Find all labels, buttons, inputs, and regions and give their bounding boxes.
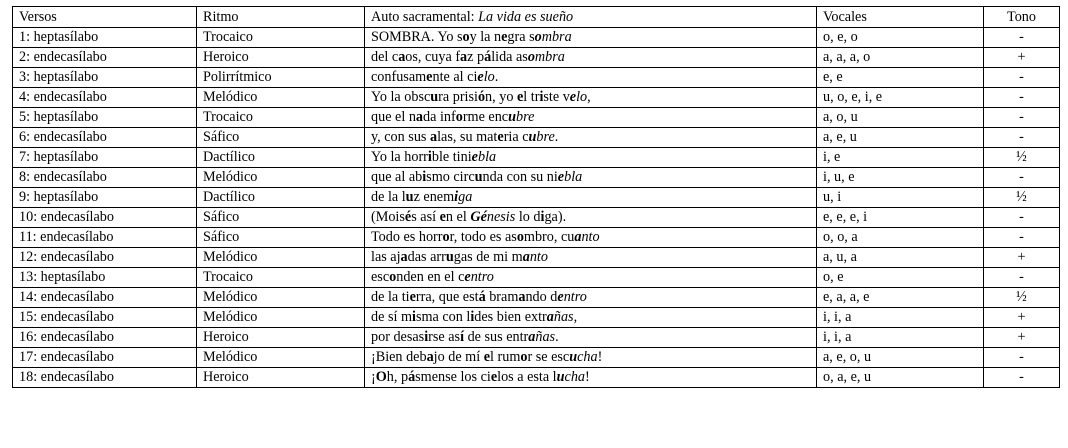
verse-text-segment: rse as bbox=[428, 329, 461, 345]
verse-text-segment: z enem bbox=[413, 189, 455, 205]
verse-type-cell: 18: endecasílabo bbox=[13, 368, 197, 388]
verse-text-segment: e bbox=[439, 209, 446, 225]
header-auto-sacramental bbox=[365, 7, 817, 28]
rhythm-cell: Trocaico bbox=[197, 268, 365, 288]
verse-text-cell bbox=[365, 128, 817, 148]
verse-text-segment: a bbox=[518, 289, 526, 305]
table-row bbox=[13, 348, 1060, 368]
verse-text-segment: del c bbox=[371, 49, 399, 65]
table-row bbox=[13, 168, 1060, 188]
verse-text-cell bbox=[365, 168, 817, 188]
verse-text-segment: nto bbox=[581, 229, 600, 245]
verse-text-segment: de la ti bbox=[371, 289, 410, 305]
verse-type-cell: 15: endecasílabo bbox=[13, 308, 197, 328]
verse-text-segment: ntro bbox=[470, 269, 494, 285]
verse-text-cell bbox=[365, 68, 817, 88]
vowels-cell: a, e, o, u bbox=[817, 348, 984, 368]
verse-type-cell: 11: endecasílabo bbox=[13, 228, 197, 248]
verse-text-segment: á bbox=[478, 289, 486, 305]
vowels-cell: i, u, e bbox=[817, 168, 984, 188]
rhythm-cell: Heroico bbox=[197, 328, 365, 348]
verse-text-segment: los a esta l bbox=[497, 369, 557, 385]
verse-text-segment: o bbox=[389, 269, 397, 285]
verse-type-cell: 1: heptasílabo bbox=[13, 28, 197, 48]
verse-text-segment: o bbox=[462, 29, 470, 45]
verse-text-segment: e bbox=[409, 289, 416, 305]
verse-text-segment: lo bbox=[576, 89, 588, 105]
tone-cell: - bbox=[984, 348, 1060, 368]
vowels-cell: e, a, a, e bbox=[817, 288, 984, 308]
header-ritmo: Ritmo bbox=[197, 7, 365, 28]
verse-text-segment: Todo es horr bbox=[371, 229, 443, 245]
vowels-cell: o, a, e, u bbox=[817, 368, 984, 388]
verse-text-segment: y la n bbox=[469, 29, 502, 45]
verse-type-cell: 5: heptasílabo bbox=[13, 108, 197, 128]
rhythm-cell: Melódico bbox=[197, 348, 365, 368]
verse-text-segment: , bbox=[573, 309, 578, 325]
verse-text-segment: nte al ci bbox=[432, 69, 478, 85]
tone-cell: - bbox=[984, 268, 1060, 288]
verse-text-segment: u bbox=[405, 189, 414, 205]
vowels-cell: i, i, a bbox=[817, 308, 984, 328]
verse-text-cell bbox=[365, 48, 817, 68]
verse-text-cell bbox=[365, 368, 817, 388]
verse-text-segment: mbro, cu bbox=[523, 229, 575, 245]
verse-text-segment: i bbox=[540, 209, 545, 225]
verse-text-segment: ste v bbox=[543, 89, 570, 105]
verse-text-cell bbox=[365, 288, 817, 308]
verse-text-cell bbox=[365, 228, 817, 248]
verse-text-segment: gra s bbox=[507, 29, 535, 45]
verse-text-segment: nto bbox=[529, 249, 548, 265]
verse-text-segment: s así bbox=[411, 209, 440, 225]
vowels-cell: u, i bbox=[817, 188, 984, 208]
vowels-cell: a, e, u bbox=[817, 128, 984, 148]
vowels-cell: a, o, u bbox=[817, 108, 984, 128]
verse-text-segment: é bbox=[404, 209, 412, 225]
table-row bbox=[13, 48, 1060, 68]
rhythm-cell: Sáfico bbox=[197, 208, 365, 228]
verse-text-segment: las, su mat bbox=[437, 129, 498, 145]
verse-text-segment: i bbox=[454, 189, 459, 205]
verse-text-segment: r, todo es as bbox=[449, 229, 517, 245]
verse-text-segment: o bbox=[516, 229, 524, 245]
tone-cell: - bbox=[984, 88, 1060, 108]
verse-text-segment: u bbox=[569, 349, 578, 365]
verse-text-segment: lida as bbox=[491, 49, 528, 65]
verse-type-cell: 10: endecasílabo bbox=[13, 208, 197, 228]
vowels-cell: i, e bbox=[817, 148, 984, 168]
verse-type-cell: 4: endecasílabo bbox=[13, 88, 197, 108]
verse-text-segment: ga). bbox=[544, 209, 567, 225]
verse-text-segment: a bbox=[546, 309, 554, 325]
vowels-cell: e, e, e, i bbox=[817, 208, 984, 228]
verse-text-segment: á bbox=[484, 49, 492, 65]
verse-text-segment: a bbox=[528, 329, 536, 345]
verse-text-cell bbox=[365, 108, 817, 128]
tone-cell: - bbox=[984, 228, 1060, 248]
tone-cell: - bbox=[984, 68, 1060, 88]
verse-text-segment: Gé bbox=[470, 209, 487, 225]
verse-text-cell bbox=[365, 148, 817, 168]
tone-cell: + bbox=[984, 48, 1060, 68]
verse-text-segment: de sí m bbox=[371, 309, 412, 325]
rhythm-cell: Sáfico bbox=[197, 228, 365, 248]
verse-text-segment: nesis bbox=[486, 209, 516, 225]
rhythm-cell: Polirrítmico bbox=[197, 68, 365, 88]
table-row bbox=[13, 228, 1060, 248]
table-row bbox=[13, 248, 1060, 268]
verse-text-segment: a bbox=[522, 249, 530, 265]
verse-text-segment: a bbox=[400, 249, 408, 265]
verse-text-segment: nden en el c bbox=[396, 269, 465, 285]
verse-text-segment: e bbox=[557, 289, 564, 305]
table-row bbox=[13, 128, 1060, 148]
verse-text-segment: i bbox=[411, 309, 416, 325]
vowels-cell: o, e bbox=[817, 268, 984, 288]
vowels-cell: u, o, e, i, e bbox=[817, 88, 984, 108]
verse-type-cell: 9: heptasílabo bbox=[13, 188, 197, 208]
verse-text-segment: bla bbox=[564, 169, 583, 185]
verse-type-cell: 7: heptasílabo bbox=[13, 148, 197, 168]
verse-text-segment: i bbox=[539, 89, 544, 105]
verse-text-cell bbox=[365, 88, 817, 108]
verse-text-segment: ¡Bien deb bbox=[371, 349, 427, 365]
verse-text-segment: ñas bbox=[535, 329, 556, 345]
verse-text-segment: ndo d bbox=[525, 289, 558, 305]
verse-text-cell bbox=[365, 248, 817, 268]
verse-text-segment: ria c bbox=[503, 129, 529, 145]
verse-text-segment: Yo la horr bbox=[371, 149, 428, 165]
header-row bbox=[13, 7, 1060, 28]
rhythm-cell: Trocaico bbox=[197, 28, 365, 48]
verse-text-segment: O bbox=[375, 369, 387, 385]
verse-text-segment: u bbox=[430, 89, 439, 105]
rhythm-cell: Sáfico bbox=[197, 128, 365, 148]
verse-text-segment: l rum bbox=[490, 349, 521, 365]
verse-text-segment: a bbox=[426, 349, 434, 365]
verse-text-cell bbox=[365, 188, 817, 208]
tone-cell: - bbox=[984, 108, 1060, 128]
verse-text-segment: e bbox=[557, 169, 565, 185]
verse-text-segment: , bbox=[587, 89, 591, 105]
table-row bbox=[13, 108, 1060, 128]
verse-text-segment: u bbox=[508, 109, 516, 125]
verse-analysis-table-wrapper bbox=[12, 6, 1060, 388]
verse-text-segment: ra prisi bbox=[438, 89, 478, 105]
verse-text-segment: . bbox=[555, 329, 559, 345]
verse-text-segment: e bbox=[477, 69, 484, 85]
verse-text-segment: ó bbox=[477, 89, 486, 105]
verse-text-segment: a bbox=[574, 229, 582, 245]
verse-text-segment: lo d bbox=[515, 209, 541, 225]
tone-cell: + bbox=[984, 248, 1060, 268]
verse-text-segment: lo bbox=[483, 69, 495, 85]
verse-text-segment: u bbox=[556, 369, 565, 385]
verse-text-segment: o bbox=[520, 349, 528, 365]
table-row bbox=[13, 268, 1060, 288]
tone-cell: - bbox=[984, 28, 1060, 48]
tone-cell: + bbox=[984, 328, 1060, 348]
verse-text-segment: mbra bbox=[534, 49, 565, 65]
verse-text-segment: e bbox=[501, 29, 508, 45]
verse-text-segment: mbra bbox=[541, 29, 572, 45]
tone-cell: - bbox=[984, 208, 1060, 228]
verse-type-cell: 16: endecasílabo bbox=[13, 328, 197, 348]
verse-text-segment: ble tini bbox=[431, 149, 472, 165]
tone-cell: ½ bbox=[984, 188, 1060, 208]
verse-text-segment: á bbox=[408, 369, 416, 385]
verse-text-segment: bram bbox=[485, 289, 519, 305]
verse-text-segment: o bbox=[455, 109, 463, 125]
verse-text-segment: . bbox=[554, 129, 559, 145]
verse-text-segment: ga bbox=[458, 189, 473, 205]
verse-type-cell: 2: endecasílabo bbox=[13, 48, 197, 68]
verse-text-segment: confusam bbox=[371, 69, 427, 85]
rhythm-cell: Melódico bbox=[197, 308, 365, 328]
verse-text-segment: n el bbox=[445, 209, 471, 225]
verse-text-segment: sma con l bbox=[415, 309, 471, 325]
verse-text-cell bbox=[365, 28, 817, 48]
verse-text-cell bbox=[365, 328, 817, 348]
table-row bbox=[13, 88, 1060, 108]
verse-text-segment: ! bbox=[585, 369, 590, 385]
verse-text-segment: las aj bbox=[371, 249, 401, 265]
verse-text-segment: í bbox=[460, 329, 465, 345]
table-row bbox=[13, 148, 1060, 168]
verse-text-segment: gas de mi m bbox=[453, 249, 523, 265]
verse-text-segment: ! bbox=[597, 349, 603, 365]
table-row bbox=[13, 308, 1060, 328]
verse-text-segment: i bbox=[424, 329, 429, 345]
tone-cell: - bbox=[984, 368, 1060, 388]
tone-cell: - bbox=[984, 168, 1060, 188]
verse-text-segment: a bbox=[398, 49, 406, 65]
verse-type-cell: 14: endecasílabo bbox=[13, 288, 197, 308]
verse-text-segment: y, con sus bbox=[371, 129, 430, 145]
vowels-cell: o, e, o bbox=[817, 28, 984, 48]
verse-text-segment: smo circ bbox=[426, 169, 475, 185]
verse-text-segment: da inf bbox=[423, 109, 456, 125]
header-tono: Tono bbox=[984, 7, 1060, 28]
verse-text-segment: u bbox=[528, 129, 537, 145]
verse-text-segment: i bbox=[427, 149, 432, 165]
verse-text-segment: rme enc bbox=[462, 109, 509, 125]
verse-text-segment: a bbox=[415, 109, 424, 125]
rhythm-cell: Dactílico bbox=[197, 188, 365, 208]
rhythm-cell: Melódico bbox=[197, 248, 365, 268]
verse-text-segment: ñas bbox=[553, 309, 574, 325]
verse-text-segment: e bbox=[516, 89, 524, 105]
table-row bbox=[13, 368, 1060, 388]
verse-text-segment: (Mois bbox=[371, 209, 405, 225]
rhythm-cell: Heroico bbox=[197, 48, 365, 68]
verse-text-cell bbox=[365, 268, 817, 288]
verse-text-segment: Yo la obsc bbox=[371, 89, 431, 105]
verse-text-segment: des bien extr bbox=[474, 309, 547, 325]
table-row bbox=[13, 208, 1060, 228]
table-row bbox=[13, 328, 1060, 348]
verse-text-segment: smense los ci bbox=[415, 369, 491, 385]
table-row bbox=[13, 288, 1060, 308]
verse-text-segment: u bbox=[445, 249, 454, 265]
vowels-cell: o, o, a bbox=[817, 228, 984, 248]
verse-text-segment: esc bbox=[371, 269, 390, 285]
verse-text-segment: cha bbox=[577, 349, 598, 365]
verse-text-segment: i bbox=[470, 309, 475, 325]
verse-text-segment: cha bbox=[564, 369, 586, 385]
verse-text-segment: i bbox=[422, 169, 427, 185]
verse-type-cell: 3: heptasílabo bbox=[13, 68, 197, 88]
verse-text-segment: que el n bbox=[371, 109, 416, 125]
verse-text-segment: bre bbox=[536, 129, 555, 145]
verse-text-segment: bre bbox=[516, 109, 535, 125]
verse-text-segment: de la l bbox=[371, 189, 406, 205]
verse-text-segment: e bbox=[483, 349, 491, 365]
verse-text-segment: e bbox=[569, 89, 577, 105]
verse-text-cell bbox=[365, 308, 817, 328]
verse-text-segment: a bbox=[460, 49, 468, 65]
header-versos: Versos bbox=[13, 7, 197, 28]
verse-type-cell: 17: endecasílabo bbox=[13, 348, 197, 368]
verse-text-segment: por desas bbox=[371, 329, 425, 345]
verse-text-segment: das arr bbox=[407, 249, 446, 265]
verse-type-cell: 13: heptasílabo bbox=[13, 268, 197, 288]
rhythm-cell: Heroico bbox=[197, 368, 365, 388]
verse-text-segment: jo de mí bbox=[433, 349, 484, 365]
verse-text-segment: . bbox=[494, 69, 499, 85]
verse-text-segment: z p bbox=[467, 49, 485, 65]
tone-cell: - bbox=[984, 128, 1060, 148]
verse-text-segment: a bbox=[429, 129, 438, 145]
verse-text-segment: e bbox=[490, 369, 498, 385]
table-row bbox=[13, 28, 1060, 48]
verse-text-segment: u bbox=[474, 169, 483, 185]
verse-text-segment: l tr bbox=[523, 89, 540, 105]
rhythm-cell: Dactílico bbox=[197, 148, 365, 168]
verse-text-segment: e bbox=[426, 69, 433, 85]
verse-text-segment: de sus entr bbox=[464, 329, 529, 345]
verse-text-cell bbox=[365, 208, 817, 228]
tone-cell: ½ bbox=[984, 148, 1060, 168]
verse-text-segment: h, p bbox=[386, 369, 409, 385]
vowels-cell: i, i, a bbox=[817, 328, 984, 348]
rhythm-cell: Melódico bbox=[197, 288, 365, 308]
verse-text-segment: nda con su ni bbox=[482, 169, 558, 185]
verse-text-segment: os, cuya f bbox=[405, 49, 461, 65]
verse-text-segment: r se esc bbox=[527, 349, 570, 365]
verse-type-cell: 12: endecasílabo bbox=[13, 248, 197, 268]
verse-text-segment: e bbox=[464, 269, 471, 285]
verse-text-segment: rra, que est bbox=[415, 289, 479, 305]
verse-text-segment: ¡ bbox=[371, 369, 376, 385]
rhythm-cell: Melódico bbox=[197, 168, 365, 188]
tone-cell: ½ bbox=[984, 288, 1060, 308]
verse-text-segment: SOMBRA. Yo s bbox=[371, 29, 463, 45]
table-row bbox=[13, 68, 1060, 88]
header-auto-prefix: Auto sacramental: bbox=[371, 8, 479, 25]
vowels-cell: a, u, a bbox=[817, 248, 984, 268]
verse-text-segment: n, yo bbox=[485, 89, 517, 105]
vowels-cell: a, a, a, o bbox=[817, 48, 984, 68]
verse-text-cell bbox=[365, 348, 817, 368]
verse-text-segment: o bbox=[527, 49, 535, 65]
verse-analysis-table bbox=[12, 6, 1060, 388]
verse-text-segment: bla bbox=[477, 149, 497, 165]
rhythm-cell: Trocaico bbox=[197, 108, 365, 128]
header-vocales: Vocales bbox=[817, 7, 984, 28]
header-auto-title: La vida es sueño bbox=[478, 8, 574, 25]
verse-text-segment: e bbox=[497, 129, 504, 145]
verse-text-segment: e bbox=[471, 149, 478, 165]
tone-cell: + bbox=[984, 308, 1060, 328]
table-row bbox=[13, 188, 1060, 208]
verse-text-segment: que al ab bbox=[371, 169, 423, 185]
verse-type-cell: 6: endecasílabo bbox=[13, 128, 197, 148]
verse-text-segment: o bbox=[442, 229, 450, 245]
verse-type-cell: 8: endecasílabo bbox=[13, 168, 197, 188]
vowels-cell: e, e bbox=[817, 68, 984, 88]
verse-text-segment: o bbox=[534, 29, 542, 45]
rhythm-cell: Melódico bbox=[197, 88, 365, 108]
verse-text-segment: ntro bbox=[563, 289, 587, 305]
table-body bbox=[13, 28, 1060, 388]
